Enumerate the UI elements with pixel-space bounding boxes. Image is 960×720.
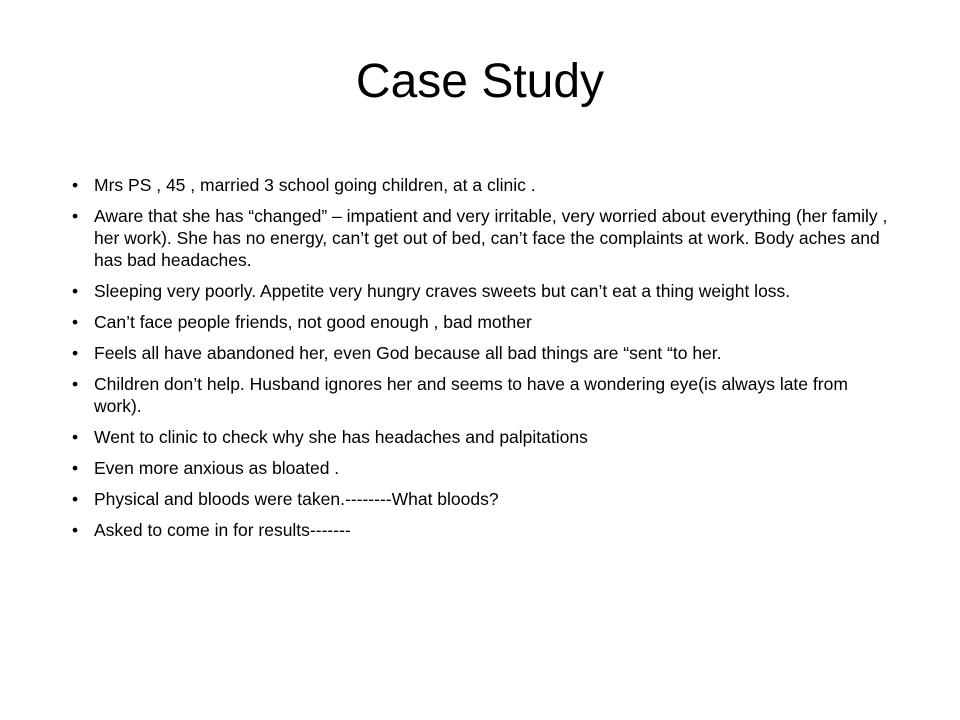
bullet-item	[72, 311, 892, 333]
bullet-text: Children don’t help. Husband ignores her and seems to have a wondering eye(is always late from work).	[94, 374, 848, 416]
bullet-text: Asked to come in for results-------	[94, 520, 351, 540]
bullet-text: Feels all have abandoned her, even God because all bad things are “sent “to her.	[94, 343, 722, 363]
bullet-text: Sleeping very poorly. Appetite very hungry craves sweets but can’t eat a thing weight loss.	[94, 281, 791, 301]
bullet-text: Mrs PS , 45 , married 3 school going children, at a clinic .	[94, 175, 536, 195]
bullet-dot-icon: •	[72, 374, 79, 394]
bullet-item	[72, 373, 892, 417]
bullet-item	[72, 280, 892, 302]
bullet-item	[72, 174, 892, 196]
bullet-dot-icon: •	[72, 427, 79, 447]
bullet-text: Physical and bloods were taken.--------What bloods?	[94, 489, 499, 509]
bullet-list	[72, 174, 892, 550]
bullet-text: Can’t face people friends, not good enough , bad mother	[94, 312, 532, 332]
bullet-item	[72, 426, 892, 448]
bullet-item	[72, 519, 892, 541]
bullet-text: Aware that she has “changed” – impatient and very irritable, very worried about everything (her family , her work). She has no energy, can’t get out of bed, can’t face the complaints at work. Body aches and has bad headaches.	[94, 206, 888, 270]
bullet-item	[72, 205, 892, 271]
slide-title: Case Study	[355, 55, 605, 108]
bullet-item	[72, 342, 892, 364]
bullet-text: Went to clinic to check why she has headaches and palpitations	[94, 427, 588, 447]
bullet-dot-icon: •	[72, 489, 79, 509]
bullet-item	[72, 488, 892, 510]
bullet-dot-icon: •	[72, 343, 79, 363]
bullet-dot-icon: •	[72, 520, 79, 540]
bullet-dot-icon: •	[72, 175, 79, 195]
bullet-text: Even more anxious as bloated .	[94, 458, 340, 478]
bullet-dot-icon: •	[72, 206, 79, 226]
bullet-item	[72, 457, 892, 479]
bullet-dot-icon: •	[72, 281, 79, 301]
bullet-dot-icon: •	[72, 458, 79, 478]
bullet-dot-icon: •	[72, 312, 79, 332]
